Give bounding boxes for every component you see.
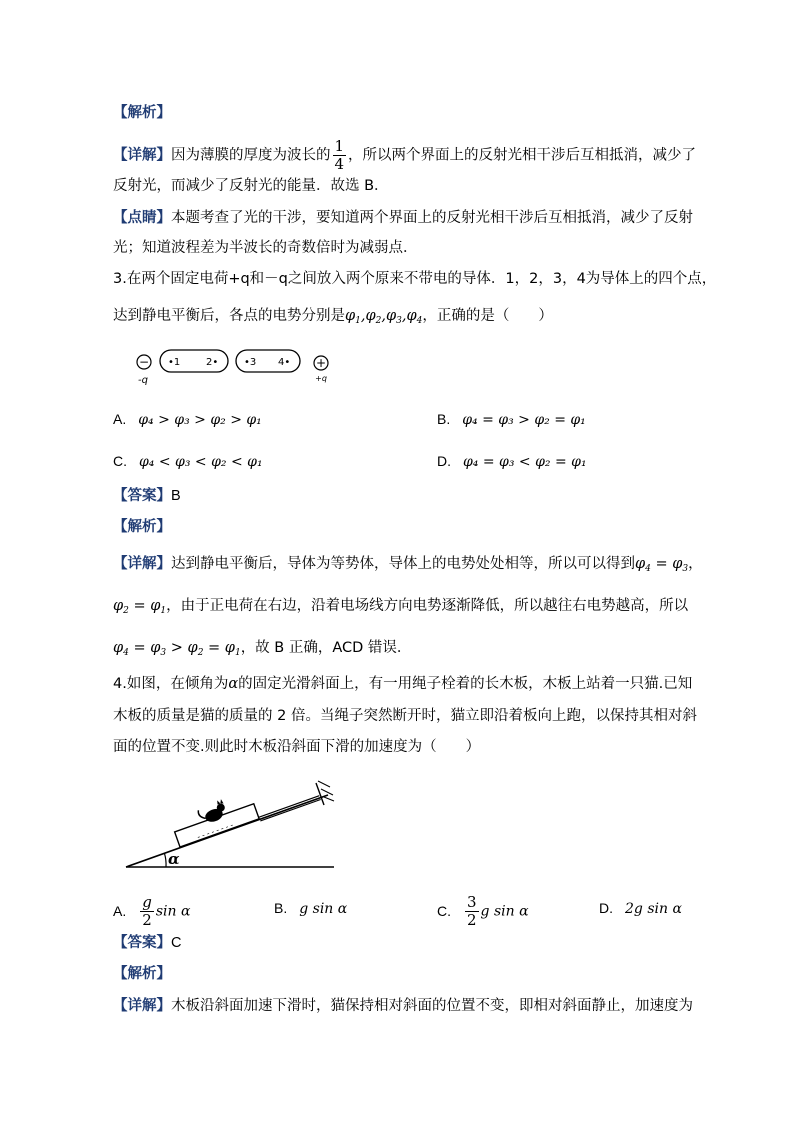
q4-alpha: α <box>228 676 239 692</box>
comment-text: 本题考查了光的干涉，要知道两个界面上的反射光相干涉后互相抵消，减少了反射 <box>171 210 693 226</box>
q3-answer-tag: 【答案】 <box>113 488 171 504</box>
q3-conductors-figure <box>130 345 340 387</box>
q3-option-d[interactable]: D. φ₄ = φ₃ < φ₂ = φ₁ <box>437 453 587 470</box>
point-3-label: •3 <box>244 357 257 368</box>
q4-stem-line-3: 面的位置不变.则此时木板沿斜面下滑的加速度为（ ） <box>113 739 481 755</box>
q4-incline-figure <box>120 775 340 873</box>
comment-line-2: 光；知道波程差为半波长的奇数倍时为减弱点． <box>113 240 418 256</box>
detail-tag: 【详解】 <box>113 147 171 164</box>
pos-charge-label: +q <box>315 374 327 383</box>
detail-line-2: 反射光，而减少了反射光的能量．故选 B． <box>113 178 389 194</box>
q3-eq-result: $\varphi_4 = \varphi_3 > \varphi_2 = \varphi_1$ <box>113 640 241 658</box>
q3-phi-list: $\varphi_1,\varphi_2,\varphi_3,\varphi_4$ <box>345 308 423 326</box>
q3-stem-line-1: 3.在两个固定电荷+q和－q之间放入两个原来不带电的导体．1，2，3，4为导体上的四个点， <box>113 271 717 287</box>
point-4-label: 4• <box>278 357 291 368</box>
q3-detail-line-3 <box>113 638 411 663</box>
q3-detail-text-3: ，故 B 正确，ACD 错误． <box>240 640 412 656</box>
q3-eq-phi4-phi3: $\varphi_4 = \varphi_3$ <box>635 556 689 574</box>
q4-stem-text-a: 4.如图，在倾角为 <box>113 676 229 692</box>
q3-stem-line-2 <box>113 306 553 331</box>
q4-detail-tag: 【详解】 <box>113 998 171 1014</box>
q3-detail-text-2: ，由于正电荷在右边，沿着电场线方向电势逐渐降低，所以越往右电势越高，所以 <box>166 598 689 614</box>
q3-option-c[interactable]: C. φ₄ < φ₃ < φ₂ < φ₁ <box>113 453 263 470</box>
q3-answer-value: B <box>171 488 181 504</box>
q4-option-b[interactable]: B. g sin α <box>274 900 348 917</box>
comment-paragraph <box>113 208 693 228</box>
q3-stem-text: 达到静电平衡后，各点的电势分别是 <box>113 308 345 324</box>
q4-option-a[interactable]: A. $\frac{g}{2}$ sin α <box>113 893 191 929</box>
q4-option-c[interactable]: C. $\frac{3}{2}$ g sin α <box>437 893 529 929</box>
q4-detail-line-1 <box>113 996 693 1016</box>
q3-option-a[interactable]: A. φ₄ > φ₃ > φ₂ > φ₁ <box>113 411 262 428</box>
q4-answer <box>113 933 181 953</box>
q3-option-b[interactable]: B. φ₄ = φ₃ > φ₂ = φ₁ <box>437 411 586 428</box>
q3-stem-tail: ，正确的是（ ） <box>422 308 553 324</box>
q3-analysis-heading: 【解析】 <box>113 519 171 535</box>
detail-text-a: 因为薄膜的厚度为波长的 <box>171 147 331 164</box>
point-1-label: •1 <box>168 357 181 368</box>
fraction-one-quarter: $\frac{1}{4}$ <box>334 137 345 173</box>
wall-line <box>316 783 324 805</box>
point-2-label: 2• <box>206 357 219 368</box>
analysis-heading: 【解析】 <box>113 105 171 121</box>
comment-tag: 【点睛】 <box>113 210 171 226</box>
q3-detail-line-1: 【详解】达到静电平衡后，导体为等势体，导体上的电势处处相等，所以可以得到$\varphi_4 = \varphi_3$， <box>113 556 703 574</box>
q4-detail-text: 木板沿斜面加速下滑时，猫保持相对斜面的位置不变，即相对斜面静止，加速度为 <box>171 998 693 1014</box>
q3-eq-phi2-phi1: $\varphi_2 = \varphi_1$ <box>113 598 167 616</box>
q4-stem-text-b: 的固定光滑斜面上，有一用绳子栓着的长木板，木板上站着一只猫.已知 <box>238 676 693 692</box>
q3-detail-text-1: 达到静电平衡后，导体为等势体，导体上的电势处处相等，所以可以得到 <box>171 556 635 572</box>
q3-answer <box>113 486 181 506</box>
q4-analysis-heading: 【解析】 <box>113 966 171 982</box>
neg-charge-symbol: − <box>138 355 150 369</box>
q3-detail-line-2 <box>113 596 688 621</box>
detail-paragraph <box>113 138 696 173</box>
angle-arc <box>165 854 167 868</box>
q4-answer-value: C <box>171 935 182 951</box>
q4-stem-line-1 <box>113 674 692 694</box>
detail-text-b: ，所以两个界面上的反射光相干涉后互相抵消，减少了 <box>348 147 697 164</box>
q4-answer-tag: 【答案】 <box>113 935 171 951</box>
q4-stem-line-2: 木板的质量是猫的质量的 2 倍。当绳子突然断开时，猫立即沿着板向上跑，以保持其相对斜 <box>113 708 697 724</box>
neg-charge-label: -q <box>138 375 148 386</box>
q4-option-d[interactable]: D. 2g sin α <box>599 900 682 917</box>
q3-detail-tag: 【详解】 <box>113 556 171 572</box>
angle-alpha-label: α <box>168 850 180 868</box>
pos-charge-symbol: + <box>315 356 327 370</box>
